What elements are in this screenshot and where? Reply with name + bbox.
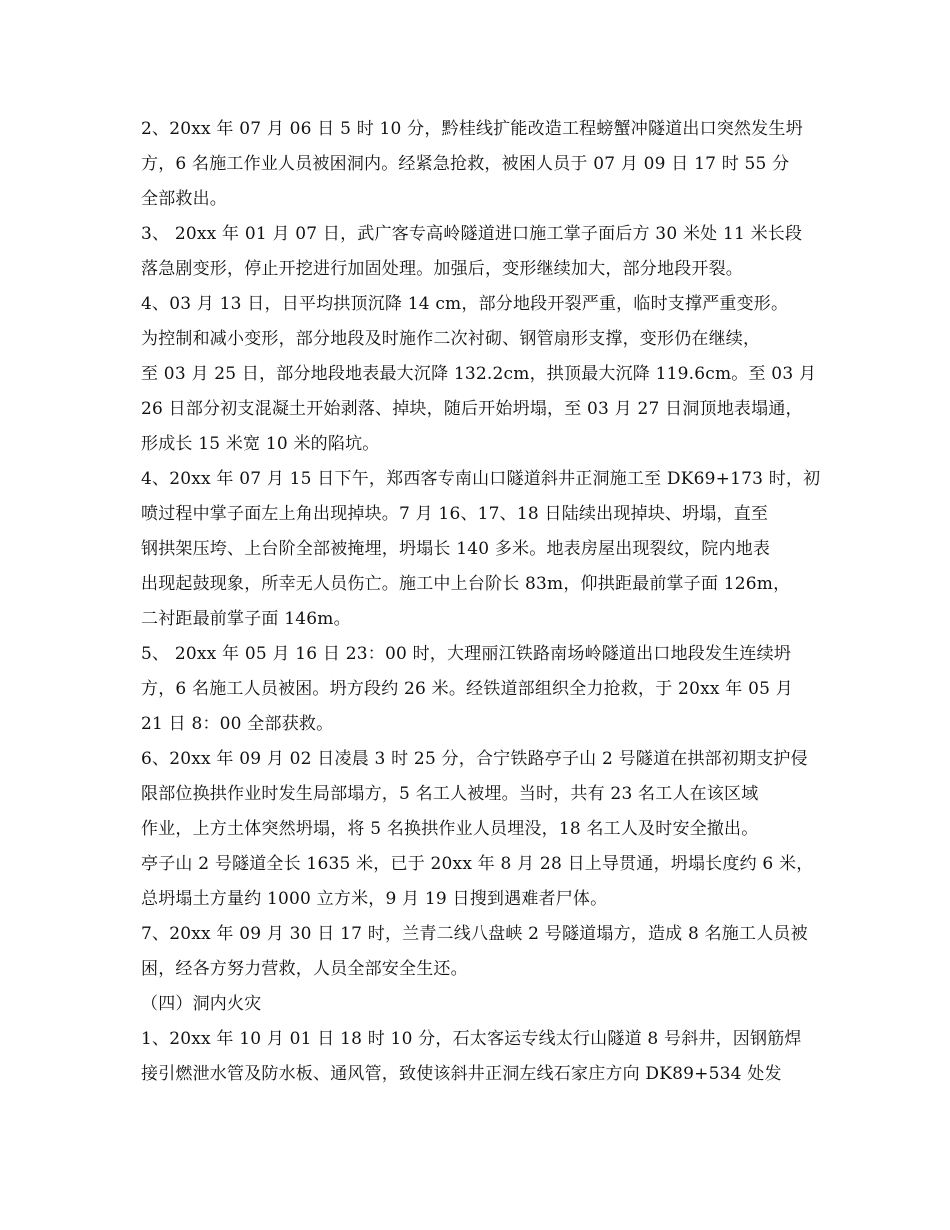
text-line: 2、20xx 年 07 月 06 日 5 时 10 分，黔桂线扩能改造工程螃蟹冲隧道出口突然发生坍: [141, 119, 803, 139]
section-heading: （四）洞内火灾: [141, 994, 262, 1014]
text-line: 总坍塌土方量约 1000 立方米，9 月 19 日搜到遇难者尸体。: [141, 889, 608, 909]
text-line: 21 日 8：00 全部获救。: [141, 714, 334, 734]
text-line: 全部救出。: [141, 189, 227, 209]
text-line: 4、20xx 年 07 月 15 日下午，郑西客专南山口隧道斜井正洞施工至 DK69+173 时，初: [141, 469, 821, 489]
text-line: 5、 20xx 年 05 月 16 日 23：00 时，大理丽江铁路南场岭隧道出口地段发生连续坍: [141, 644, 791, 664]
text-line: 至 03 月 25 日，部分地段地表最大沉降 132.2cm，拱顶最大沉降 119.6cm。至 03 月: [141, 364, 817, 384]
text-line: 限部位换拱作业时发生局部塌方，5 名工人被埋。当时，共有 23 名工人在该区域: [141, 784, 759, 804]
text-line: 出现起鼓现象，所幸无人员伤亡。施工中上台阶长 83m，仰拱距最前掌子面 126m，: [141, 574, 791, 594]
text-line: 喷过程中掌子面左上角出现掉块。7 月 16、17、18 日陆续出现掉块、坍塌，直至: [141, 504, 769, 524]
text-line: 二衬距最前掌子面 146m。: [141, 609, 351, 629]
text-line: 7、20xx 年 09 月 30 日 17 时，兰青二线八盘峡 2 号隧道塌方，造成 8 名施工人员被: [141, 924, 808, 944]
text-line: 钢拱架压垮、上台阶全部被掩埋，坍塌长 140 多米。地表房屋出现裂纹，院内地表: [141, 539, 771, 559]
text-line: 4、03 月 13 日，日平均拱顶沉降 14 cm，部分地段开裂严重，临时支撑严重变形。: [141, 294, 789, 314]
text-line: 作业，上方土体突然坍塌，将 5 名换拱作业人员埋没，18 名工人及时安全撤出。: [141, 819, 759, 839]
text-line: 方，6 名施工作业人员被困洞内。经紧急抢救，被困人员于 07 月 09 日 17 时 55 分: [141, 154, 790, 174]
document-body: [141, 112, 821, 1092]
text-line: 亭子山 2 号隧道全长 1635 米，已于 20xx 年 8 月 28 日上导贯通，坍塌长度约 6 米，: [141, 854, 814, 874]
text-line: 为控制和减小变形，部分地段及时施作二次衬砌、钢管扇形支撑，变形仍在继续，: [141, 329, 761, 349]
text-line: 方，6 名施工人员被困。坍方段约 26 米。经铁道部组织全力抢救，于 20xx 年 05 月: [141, 679, 793, 699]
text-line: 形成长 15 米宽 10 米的陷坑。: [141, 434, 380, 454]
text-line: 接引燃泄水管及防水板、通风管，致使该斜井正洞左线石家庄方向 DK89+534 处发: [141, 1064, 782, 1084]
text-line: 困，经各方努力营救，人员全部安全生还。: [141, 959, 468, 979]
text-line: 3、 20xx 年 01 月 07 日，武广客专高岭隧道进口施工掌子面后方 30 米处 11 米长段: [141, 224, 803, 244]
text-line: 6、20xx 年 09 月 02 日凌晨 3 时 25 分，合宁铁路亭子山 2 号隧道在拱部初期支护侵: [141, 749, 808, 769]
text-line: 1、20xx 年 10 月 01 日 18 时 10 分，石太客运专线太行山隧道 8 号斜井，因钢筋焊: [141, 1029, 802, 1049]
text-line: 26 日部分初支混凝土开始剥落、掉块，随后开始坍塌，至 03 月 27 日洞顶地表塌通，: [141, 399, 803, 419]
text-line: 落急剧变形，停止开挖进行加固处理。加强后，变形继续加大，部分地段开裂。: [141, 259, 743, 279]
